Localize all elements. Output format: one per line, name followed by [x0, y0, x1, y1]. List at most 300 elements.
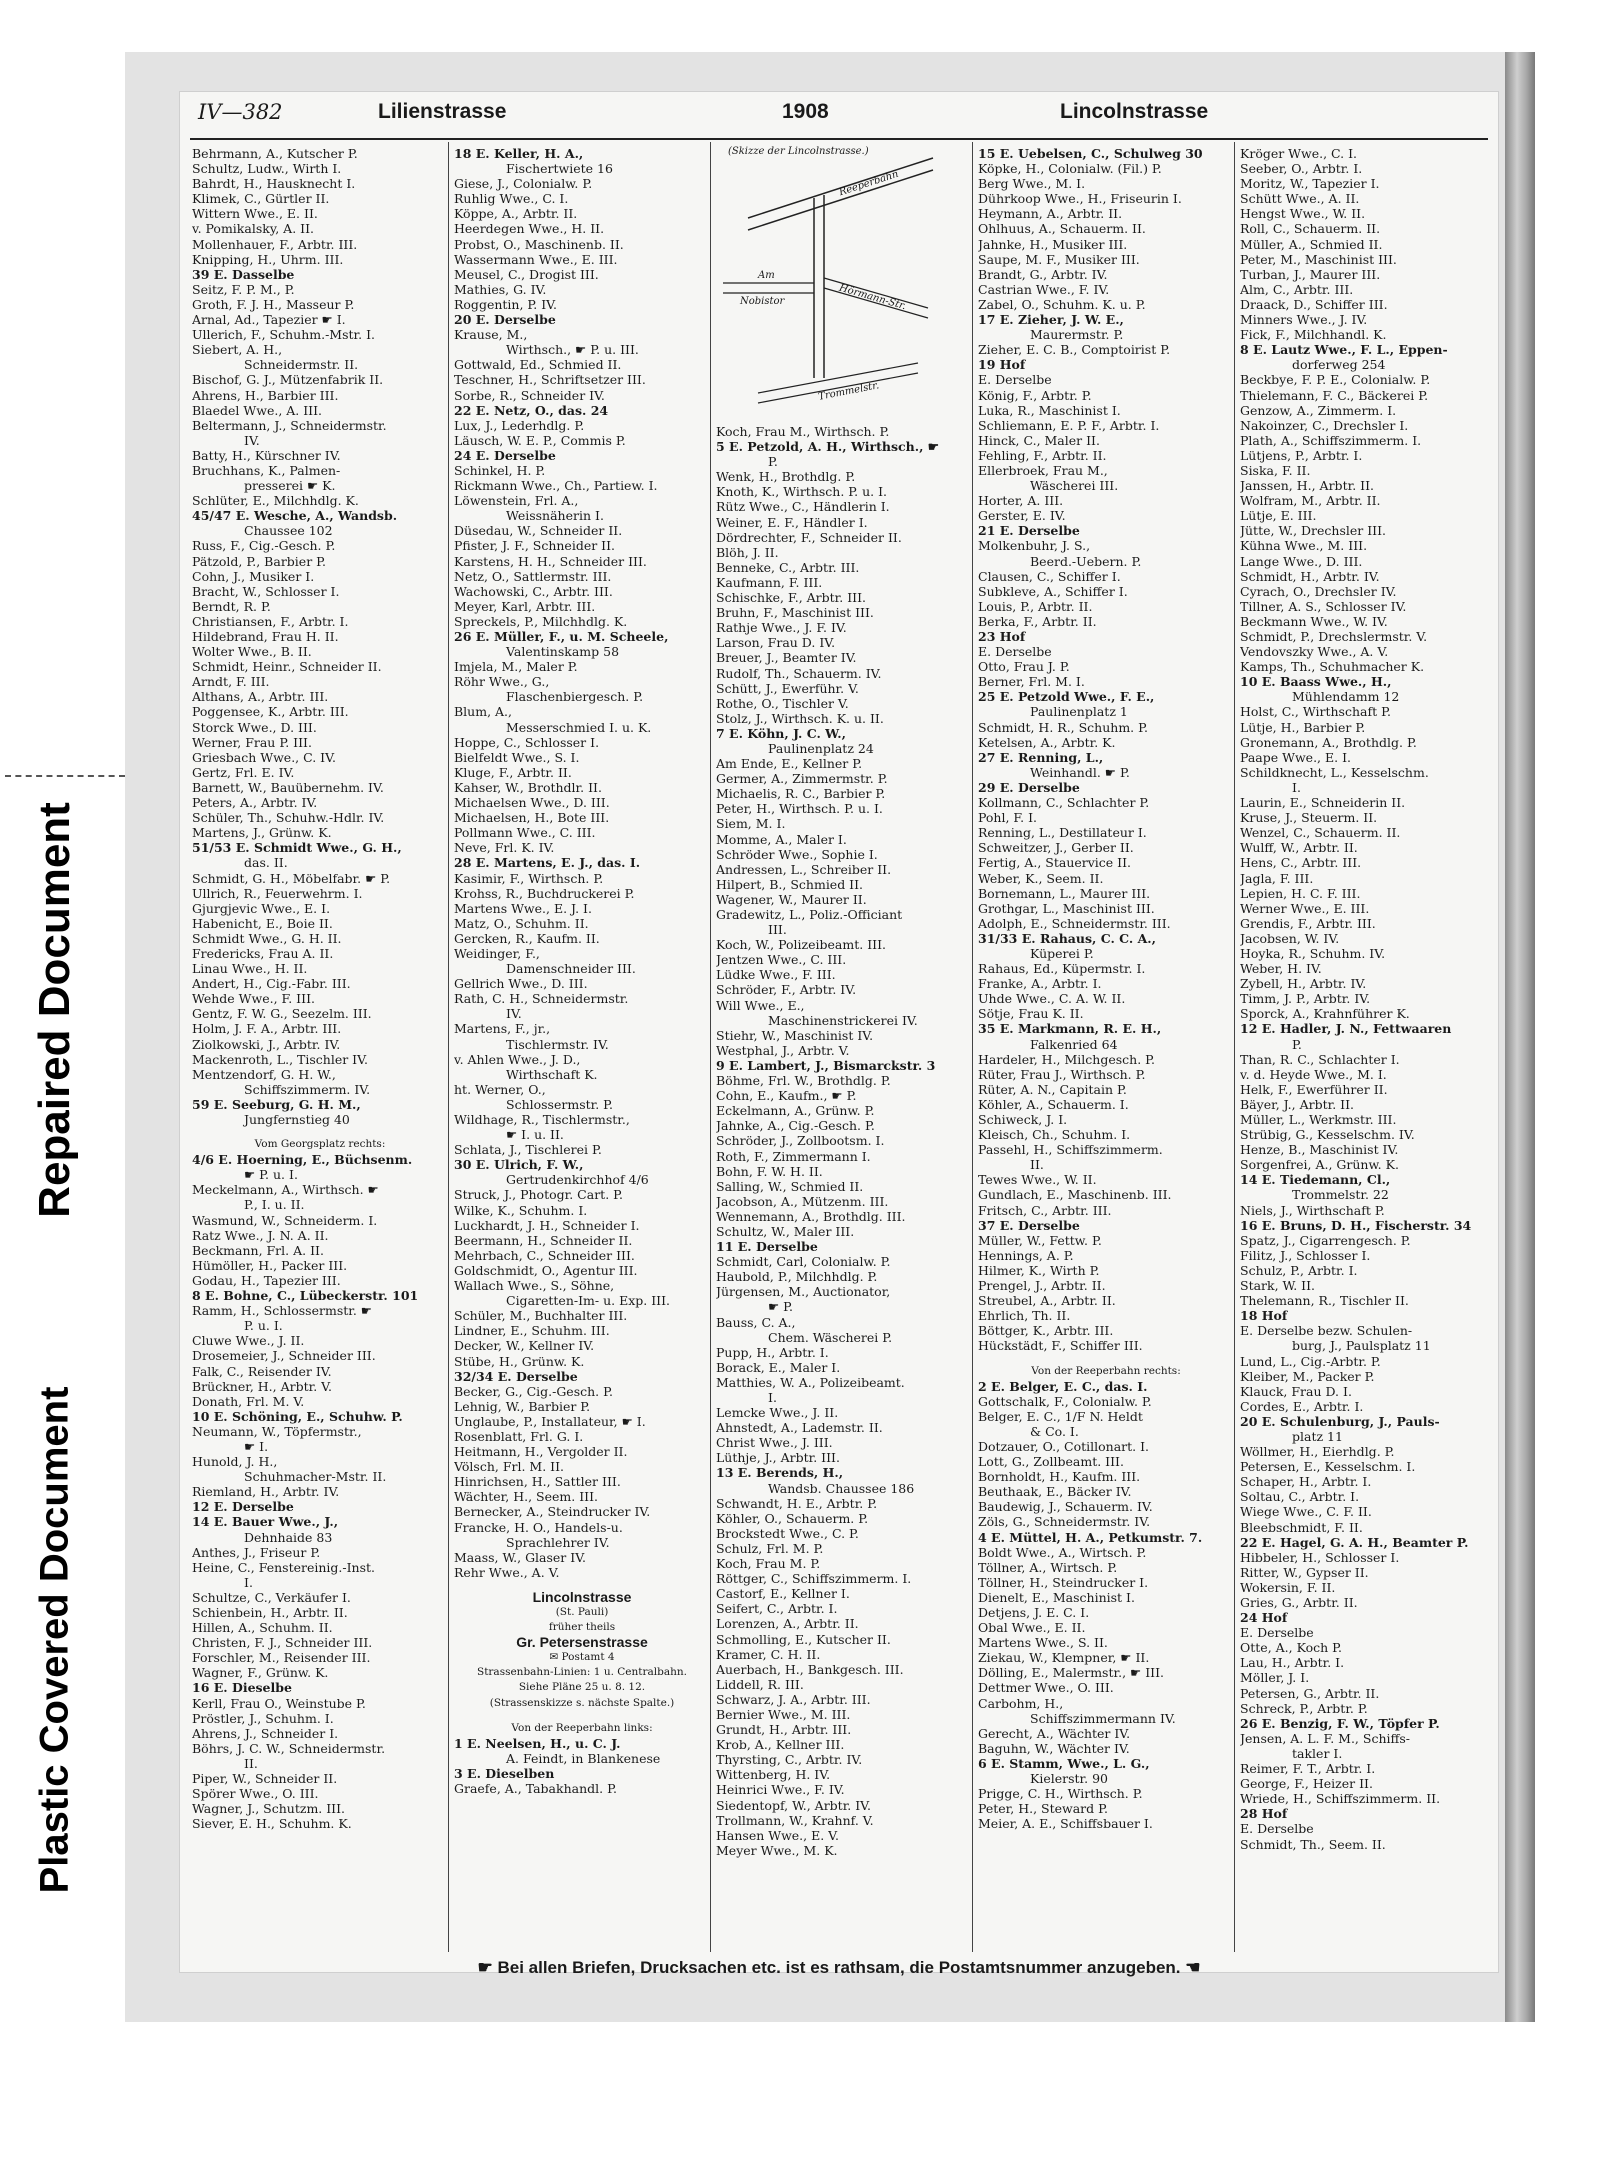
directory-entry: Valentinskamp 58 [506, 644, 620, 660]
directory-entry: Draack, D., Schiffer III. [1240, 296, 1388, 312]
directory-entry: Mathies, G. IV. [454, 281, 547, 297]
directory-entry: Brockstedt Wwe., C. P. [716, 1525, 859, 1541]
directory-entry: Struck, J., Photogr. Cart. P. [454, 1187, 623, 1203]
directory-entry: v. d. Heyde Wwe., M. I. [1240, 1066, 1387, 1082]
directory-entry: Blum, A., [454, 704, 513, 720]
directory-entry: Böhrs, J. C. W., Schneidermstr. [192, 1740, 386, 1756]
directory-entry: 2 E. Belger, E. C., das. I. [978, 1378, 1148, 1394]
directory-entry: Schmidt, P., Drechslermstr. V. [1240, 629, 1428, 644]
column-divider [448, 142, 449, 1952]
directory-entry: 17 E. Zieher, J. W. E., [978, 312, 1124, 328]
directory-entry: Jentzen Wwe., C. III. [716, 952, 847, 968]
directory-entry: Schultz, W., Maler III. [716, 1223, 855, 1239]
directory-entry: Hillen, A., Schuhm. II. [192, 1620, 333, 1636]
directory-entry: Köhler, O., Schauerm. P. [716, 1510, 869, 1526]
directory-entry: Strassenbahn-Linien: 1 u. Centralbahn. [477, 1666, 687, 1679]
directory-entry: Völsch, Frl. M. II. [454, 1459, 565, 1475]
directory-entry: Hennings, A. P. [978, 1247, 1074, 1263]
directory-entry: Rosenblatt, Frl. G. I. [454, 1428, 584, 1444]
directory-entry: Berner, Frl. M. I. [978, 674, 1085, 690]
directory-entry: P. u. I. [244, 1318, 283, 1334]
directory-entry: Jungfernstieg 40 [244, 1112, 350, 1127]
directory-entry: Matthies, W. A., Polizeibeamt. [716, 1374, 905, 1390]
directory-entry: Klimek, C., Gürtler II. [192, 191, 330, 207]
directory-entry: Bäyer, J., Arbtr. II. [1240, 1096, 1355, 1112]
directory-entry: Berg Wwe., M. I. [978, 176, 1086, 192]
directory-entry: 5 E. Petzold, A. H., Wirthsch., ☛ [716, 439, 939, 455]
directory-entry: Salling, W., Schmied II. [716, 1178, 864, 1194]
directory-entry: Koch, W., Polizeibeamt. III. [716, 937, 886, 953]
directory-entry: Obal Wwe., E. II. [978, 1620, 1086, 1636]
directory-entry: 11 E. Derselbe [716, 1239, 818, 1255]
map-caption: (Skizze der Lincolnstrasse.) [728, 146, 869, 157]
directory-entry: 4 E. Müttel, H. A., Petkumstr. 7. [978, 1529, 1203, 1545]
directory-entry: Wennemann, A., Brothdlg. III. [716, 1208, 906, 1224]
directory-entry: Jensen, A. L. F. M., Schiffs- [1240, 1730, 1411, 1746]
directory-entry: 14 E. Bauer Wwe., J., [192, 1514, 339, 1530]
directory-entry: 1 E. Neelsen, H., u. C. J. [454, 1735, 621, 1751]
directory-entry: Krob, A., Kellner III. [716, 1737, 845, 1753]
directory-entry: v. Pomikalsky, A. II. [192, 221, 314, 237]
directory-entry: Wassermann Wwe., E. III. [454, 251, 618, 267]
directory-entry: Bracht, W., Schlosser I. [192, 583, 340, 599]
directory-entry: Neumann, W., Töpfermstr., [192, 1423, 362, 1439]
directory-entry: Thielemann, F. C., Bäckerei P. [1240, 387, 1429, 403]
directory-entry: Michaelis, R. C., Barbier P. [716, 786, 886, 802]
directory-entry: Wenzel, C., Schauerm. II. [1240, 825, 1401, 841]
directory-entry: II. [244, 1755, 258, 1771]
directory-entry: Heymann, A., Arbtr. II. [978, 206, 1123, 222]
map-label-trommelstrasse: Trommelstr. [817, 380, 881, 403]
directory-entry: Goldschmidt, O., Agentur III. [454, 1262, 638, 1278]
directory-entry: Schwarz, J. A., Arbtr. III. [716, 1691, 871, 1707]
directory-entry: Stolz, J., Wirthsch. K. u. II. [716, 710, 884, 726]
directory-entry: Pupp, H., Arbtr. I. [716, 1344, 829, 1360]
directory-entry: Schröder Wwe., Sophie I. [716, 846, 878, 862]
directory-entry: Ketelsen, A., Arbtr. K. [978, 734, 1116, 750]
directory-entry: A. Feindt, in Blankenese [506, 1750, 661, 1766]
directory-entry: Bernier Wwe., M. III. [716, 1706, 851, 1722]
directory-entry: Meckelmann, A., Wirthsch. ☛ [192, 1182, 379, 1198]
directory-entry: Wandsb. Chaussee 186 [768, 1480, 915, 1496]
directory-entry: Kamps, Th., Schuhmacher K. [1240, 659, 1425, 675]
directory-entry: Kühna Wwe., M. III. [1240, 538, 1368, 554]
directory-entry: Am Ende, E., Kellner P. [716, 756, 863, 772]
directory-entry: Schaper, H., Arbtr. I. [1240, 1474, 1372, 1490]
directory-entry: Lindner, E., Schuhm. III. [454, 1323, 610, 1339]
directory-entry: Sporck, A., Krahnführer K. [1240, 1006, 1410, 1022]
directory-entry: Beltermann, J., Schneidermstr. [192, 417, 387, 433]
directory-entry: 16 E. Bruns, D. H., Fischerstr. 34 [1240, 1217, 1472, 1233]
directory-entry: Siever, E. H., Schuhm. K. [192, 1816, 352, 1832]
directory-entry: Fritsch, C., Arbtr. III. [978, 1202, 1112, 1218]
directory-entry: Schmidt, G. H., Möbelfabr. ☛ P. [192, 870, 391, 886]
spacer [454, 1580, 710, 1590]
directory-entry: Lemcke Wwe., J. II. [716, 1405, 839, 1421]
directory-entry: Ratz Wwe., J. N. A. II. [192, 1227, 329, 1243]
directory-entry: Chaussee 102 [244, 523, 333, 539]
directory-entry: I. [244, 1574, 253, 1590]
directory-entry: 18 Hof [1240, 1308, 1288, 1324]
directory-entry: Turban, J., Maurer III. [1240, 266, 1381, 282]
directory-entry: Weiner, E. F., Händler I. [716, 514, 868, 530]
directory-entry: dorferweg 254 [1292, 357, 1386, 373]
directory-entry: Dotzauer, O., Cotillonart. I. [978, 1438, 1150, 1454]
directory-entry: Meyer, Karl, Arbtr. III. [454, 598, 596, 614]
directory-entry: Wokersin, F. II. [1240, 1579, 1336, 1595]
directory-entry: Matz, O., Schuhm. II. [454, 915, 589, 931]
directory-entry: Momme, A., Maler I. [716, 831, 847, 847]
directory-entry: Passehl, H., Schiffszimmerm. [978, 1142, 1163, 1158]
directory-entry: ☛ I. [244, 1438, 269, 1454]
directory-entry: Gertz, Frl. E. IV. [192, 764, 295, 780]
directory-entry: Kröger Wwe., C. I. [1240, 146, 1358, 161]
directory-entry: Martens, F., jr., [454, 1021, 551, 1037]
directory-entry: Schlossermstr. P. [506, 1096, 614, 1112]
directory-entry: Berka, F., Arbtr. II. [978, 613, 1097, 629]
directory-entry: Ziolkowski, J., Arbtr. IV. [192, 1036, 341, 1052]
page-number: IV—382 [198, 100, 283, 124]
directory-entry: Stiehr, W., Maschinist IV. [716, 1027, 874, 1043]
directory-entry: Schüler, M., Buchhalter III. [454, 1308, 628, 1324]
directory-entry: Schuhmacher-Mstr. II. [244, 1469, 387, 1485]
directory-entry: Spörer Wwe., O. III. [192, 1786, 319, 1802]
directory-entry: Pfister, J. F., Schneider II. [454, 538, 616, 554]
map-label-hoermannstrasse: Hörmann-Str. [837, 282, 908, 313]
directory-entry: Dienelt, E., Maschinist I. [978, 1589, 1135, 1605]
directory-entry: Cohn, E., Kaufm., ☛ P. [716, 1088, 857, 1104]
directory-entry: v. Ahlen Wwe., J. D., [454, 1051, 581, 1067]
directory-entry: Damenschneider III. [506, 961, 636, 977]
directory-entry: Von der Reeperbahn links: [511, 1721, 653, 1734]
directory-entry: Blöh, J. II. [716, 544, 779, 560]
directory-entry: Hengst Wwe., W. II. [1240, 206, 1366, 222]
directory-entry: Maschinenstrickerei IV. [768, 1012, 918, 1028]
directory-entry: Genzow, A., Zimmerm. I. [1240, 402, 1397, 418]
directory-entry: 7 E. Köhn, J. C. W., [716, 725, 846, 741]
directory-entry: Martens Wwe., E. J. I. [454, 900, 592, 916]
directory-entry: Schröder, F., Arbtr. IV. [716, 982, 857, 998]
directory-entry: Lütje, H., Barbier P. [1240, 719, 1366, 735]
directory-entry: E. Derselbe [978, 372, 1052, 388]
directory-entry: Hilmer, K., Wirth P. [978, 1262, 1100, 1278]
directory-entry: Bornemann, L., Maurer III. [978, 885, 1151, 901]
directory-entry: Boldt Wwe., A., Wirtsch. P. [978, 1544, 1147, 1560]
directory-entry: Krause, M., [454, 327, 528, 343]
directory-entry: I. [768, 1390, 777, 1405]
directory-entry: Schmidt, H., Arbtr. IV. [1240, 568, 1380, 584]
directory-entry: Weinhandl. ☛ P. [1030, 764, 1130, 780]
directory-entry: Cohn, J., Musiker I. [192, 568, 315, 584]
directory-entry: Wöllmer, H., Eierhdlg. P. [1240, 1444, 1395, 1460]
directory-entry: 9 E. Lambert, J., Bismarckstr. 3 [716, 1057, 936, 1073]
directory-entry: Maass, W., Glaser IV. [454, 1549, 587, 1565]
directory-entry: Schreck, P., Arbtr. P. [1240, 1700, 1368, 1716]
directory-entry: 26 E. Müller, F., u. M. Scheele, [454, 629, 669, 644]
directory-entry: Moritz, W., Tapezier I. [1240, 176, 1380, 192]
directory-entry: P. [768, 454, 778, 470]
directory-entry: Zybell, H., Arbtr. IV. [1240, 976, 1367, 992]
directory-entry: Fischertwiete 16 [506, 161, 613, 177]
directory-entry: Rathje Wwe., J. F. IV. [716, 620, 847, 636]
directory-entry: Gries, G., Arbtr. II. [1240, 1595, 1358, 1610]
directory-entry: Siebert, A. H., [192, 342, 283, 358]
directory-entry: Röhr Wwe., G., [454, 674, 550, 690]
directory-entry: Rüter, A. N., Capitain P. [978, 1081, 1127, 1097]
directory-entry: Mühlendamm 12 [1292, 689, 1400, 705]
directory-entry: Imjela, M., Maler P. [454, 659, 578, 675]
directory-entry: Kleiber, M., Packer P. [1240, 1368, 1375, 1384]
directory-entry: Schienbein, H., Arbtr. II. [192, 1605, 348, 1620]
directory-entry: Paulinenplatz 24 [768, 740, 874, 756]
directory-entry: Cordes, E., Arbtr. I. [1240, 1398, 1364, 1414]
directory-entry: Beermann, H., Schneider II. [454, 1232, 633, 1248]
directory-entry: Bernecker, A., Steindrucker IV. [454, 1504, 651, 1520]
directory-column-3 [716, 146, 972, 1858]
directory-entry: II. [1030, 1157, 1044, 1173]
directory-entry: Rehr Wwe., A. V. [454, 1564, 560, 1580]
directory-entry: Thyrsting, C., Arbtr. IV. [716, 1752, 863, 1768]
directory-entry: George, F., Heizer II. [1240, 1776, 1373, 1792]
directory-entry: Saupe, M. F., Musiker III. [978, 251, 1140, 267]
directory-entry: Molkenbuhr, J. S., [978, 538, 1091, 554]
directory-entry: Gronemann, A., Brothdlg. P. [1240, 734, 1417, 750]
directory-entry: Schmidt, H. R., Schuhm. P. [978, 719, 1148, 735]
directory-entry: Kerll, Frau O., Weinstube P. [192, 1695, 366, 1711]
directory-entry: Wallach Wwe., S., Söhne, [454, 1278, 615, 1294]
directory-entry: III. [768, 922, 787, 938]
directory-entry: Falk, C., Reisender IV. [192, 1363, 332, 1379]
directory-entry: Subkleve, A., Schiffer I. [978, 583, 1128, 599]
directory-entry: 24 Hof [1240, 1610, 1288, 1626]
directory-entry: Donath, Frl. M. V. [192, 1393, 305, 1409]
directory-entry: Cluwe Wwe., J. II. [192, 1333, 305, 1349]
reeperbahn-street-edge [748, 170, 933, 230]
directory-entry: Tewes Wwe., W. II. [978, 1172, 1097, 1188]
directory-entry: Plath, A., Schiffszimmerm. I. [1240, 432, 1422, 448]
directory-entry: Hümöller, H., Packer III. [192, 1257, 348, 1273]
directory-entry: Lepien, H. C. F. III. [1240, 885, 1361, 901]
directory-entry: Rahaus, Ed., Küpermstr. I. [978, 961, 1146, 977]
directory-entry: Renning, L., Destillateur I. [978, 825, 1147, 841]
directory-entry: Grendis, F., Arbtr. III. [1240, 915, 1376, 931]
directory-entry: Schneidermstr. II. [244, 357, 359, 373]
directory-entry: Meyer Wwe., M. K. [716, 1842, 838, 1858]
directory-entry: Laurin, E., Schneiderin II. [1240, 795, 1406, 811]
margin-labels [0, 0, 110, 2177]
directory-entry: Kahser, W., Brothdlr. II. [454, 779, 602, 795]
directory-entry: 10 E. Schöning, E., Schuhw. P. [192, 1408, 403, 1424]
directory-entry: Castrian Wwe., F. IV. [978, 281, 1110, 297]
directory-entry: Grothgar, L., Maschinist III. [978, 900, 1155, 916]
directory-entry: Jacobsen, W. IV. [1240, 930, 1340, 946]
directory-entry: Christiansen, F., Arbtr. I. [192, 613, 349, 629]
directory-entry: Böttger, K., Arbtr. III. [978, 1323, 1114, 1339]
directory-entry: Ritter, W., Gypser II. [1240, 1564, 1369, 1580]
directory-entry: Michaelsen Wwe., D. III. [454, 795, 610, 811]
directory-entry: Hardeler, H., Milchgesch. P. [978, 1051, 1156, 1067]
directory-entry: Janssen, H., Arbtr. II. [1240, 478, 1374, 494]
directory-entry: Jürgensen, M., Auctionator, [716, 1284, 891, 1300]
directory-entry: 35 E. Markmann, R. E. H., [978, 1021, 1162, 1037]
directory-entry: 22 E. Hagel, G. A. H., Beamter P. [1240, 1534, 1469, 1550]
directory-entry: Hildebrand, Frau H. II. [192, 629, 339, 644]
directory-entry: 18 E. Keller, H. A., [454, 146, 584, 161]
directory-entry: 20 E. Derselbe [454, 312, 556, 328]
directory-entry: Schultze, C., Verkäufer I. [192, 1589, 351, 1605]
directory-entry: Böhme, Frl. W., Brothdlg. P. [716, 1073, 891, 1089]
directory-entry: Schmidt Wwe., G. H. II. [192, 930, 342, 946]
directory-entry: Breuer, J., Beamter IV. [716, 650, 857, 666]
directory-entry: Wäscherei III. [1030, 478, 1119, 494]
directory-entry: Dührkoop Wwe., H., Friseurin I. [978, 191, 1182, 207]
column-divider [710, 142, 711, 1952]
directory-entry: Siem, M. I. [716, 816, 786, 832]
directory-entry: Batty, H., Kürschner IV. [192, 447, 341, 463]
directory-entry: Unglaube, P., Installateur, ☛ I. [454, 1413, 646, 1429]
directory-entry: Paape Wwe., E. I. [1240, 749, 1351, 765]
directory-entry: Schütt, J., Ewerführ. V. [716, 680, 859, 696]
directory-entry: Borack, E., Maler I. [716, 1359, 841, 1375]
directory-entry: Probst, O., Maschinenb. II. [454, 236, 624, 252]
directory-entry: Kasimir, F., Wirthsch. P. [454, 870, 604, 886]
directory-entry: Köppe, A., Arbtr. II. [454, 206, 578, 222]
directory-entry: Ramm, H., Schlossermstr. ☛ [192, 1303, 373, 1319]
directory-entry: Wittenberg, H. IV. [716, 1767, 831, 1783]
directory-entry: Koch, Frau M. P. [716, 1556, 821, 1572]
directory-entry: Fredericks, Frau A. II. [192, 945, 334, 961]
directory-entry: Riemland, H., Arbtr. IV. [192, 1484, 340, 1500]
directory-entry: Russ, F., Cig.-Gesch. P. [192, 538, 336, 554]
directory-entry: Zieher, E. C. B., Comptoirist P. [978, 342, 1171, 358]
directory-entry: Falkenried 64 [1030, 1036, 1118, 1052]
directory-entry: Weber, H. IV. [1240, 961, 1322, 977]
directory-entry: 19 Hof [978, 357, 1026, 373]
directory-entry: Pätzold, P., Barbier P. [192, 553, 326, 569]
directory-entry: Ahnstedt, A., Lademstr. II. [716, 1420, 883, 1436]
directory-entry: Läusch, W. E. P., Commis P. [454, 432, 626, 448]
directory-entry: Stark, W. II. [1240, 1278, 1315, 1294]
directory-entry: Mollenhauer, F., Arbtr. III. [192, 236, 358, 252]
directory-entry: Carbohm, H., [978, 1695, 1064, 1711]
directory-entry: Haubold, P., Milchhdlg. P. [716, 1269, 878, 1285]
directory-entry: Seifert, C., Arbtr. I. [716, 1601, 838, 1617]
directory-entry: Henze, B., Maschinist IV. [1240, 1142, 1399, 1158]
directory-entry: Maurermstr. P. [1030, 327, 1124, 343]
directory-entry: Hilpert, B., Schmied II. [716, 876, 864, 892]
directory-entry: 15 E. Uebelsen, C., Schulweg 30 [978, 146, 1203, 161]
directory-entry: Lehnig, W., Barbier P. [454, 1398, 591, 1414]
directory-entry: 37 E. Derselbe [978, 1217, 1080, 1233]
directory-entry: 8 E. Lautz Wwe., F. L., Eppen- [1240, 342, 1448, 358]
directory-entry: Weber, K., Seem. II. [978, 870, 1104, 886]
directory-column-2 [454, 146, 710, 1796]
directory-entry: Storck Wwe., D. III. [192, 719, 317, 735]
directory-entry: Ehrlich, Th. II. [978, 1308, 1071, 1324]
directory-entry: Wagner, J., Schutzm. III. [192, 1801, 346, 1817]
directory-entry: Andert, H., Cig.-Fabr. III. [192, 976, 351, 992]
directory-entry: 45/47 E. Wesche, A., Wandsb. [192, 508, 398, 524]
directory-entry: Bohn, F. W. H. II. [716, 1163, 823, 1179]
directory-entry: Brückner, H., Arbtr. V. [192, 1378, 332, 1394]
directory-entry: Dördrechter, F., Schneider II. [716, 529, 902, 545]
directory-entry: Ahrens, H., Barbier III. [192, 387, 339, 403]
directory-entry: Beuthaak, E., Bäcker IV. [978, 1484, 1132, 1500]
directory-entry: Christ Wwe., J. III. [716, 1435, 833, 1451]
directory-entry: Streubel, A., Arbtr. II. [978, 1293, 1116, 1309]
directory-entry: Kollmann, C., Schlachter P. [978, 795, 1150, 811]
directory-entry: Beckmann, Frl. A. II. [192, 1242, 324, 1258]
directory-entry: Fehling, F., Arbtr. II. [978, 447, 1107, 463]
directory-entry: Wirthschaft K. [506, 1066, 598, 1082]
directory-entry: Anthes, J., Friseur P. [192, 1544, 321, 1560]
directory-entry: Roggentin, P. IV. [454, 296, 557, 312]
directory-entry: Ohlhuus, A., Schauerm. II. [978, 221, 1146, 237]
directory-entry: Peter, H., Wirthsch. P. u. I. [716, 801, 883, 817]
directory-entry: Weidinger, F., [454, 945, 540, 961]
directory-page [180, 92, 1498, 1977]
directory-entry: Werner, Frau P. III. [192, 734, 312, 750]
directory-entry: Rüter, Frau J., Wirthsch. P. [978, 1066, 1146, 1082]
directory-entry: Alm, C., Arbtr. III. [1240, 281, 1354, 297]
directory-entry: Kramer, C. H. II. [716, 1646, 821, 1662]
directory-entry: Andressen, L., Schreiber II. [716, 861, 892, 877]
cut-line [5, 775, 125, 777]
directory-entry: Pohl, F. I. [978, 810, 1038, 826]
directory-entry: Luckhardt, J. H., Schneider I. [454, 1217, 640, 1233]
directory-entry: Seitz, F. P. M., P. [192, 281, 295, 297]
directory-entry: Sorbe, R., Schneider IV. [454, 387, 605, 403]
directory-entry: Schliemann, E. P. F., Arbtr. I. [978, 417, 1160, 433]
directory-entry: Bruhn, F., Maschinist III. [716, 605, 874, 621]
directory-entry: Tillner, A. S., Schlosser IV. [1240, 598, 1407, 614]
directory-entry: Schulz, P., Arbtr. I. [1240, 1262, 1358, 1278]
directory-entry: Will Wwe., E., [716, 997, 805, 1013]
directory-entry: Than, R. C., Schlachter I. [1240, 1051, 1400, 1067]
directory-entry: ☛ P. u. I. [244, 1167, 298, 1183]
directory-entry: Peter, H., Steward P. [978, 1801, 1108, 1817]
directory-entry: Kleisch, Ch., Schuhm. I. [978, 1127, 1131, 1143]
directory-entry: Seeber, O., Arbtr. I. [1240, 161, 1363, 177]
directory-entry: Arndt, F. III. [192, 674, 270, 690]
directory-entry: Liddell, R. III. [716, 1676, 804, 1692]
directory-entry: Koch, Frau M., Wirthsch. P. [716, 424, 890, 439]
directory-entry: Beckbye, F. P. E., Colonialw. P. [1240, 372, 1431, 388]
directory-entry: Auerbach, H., Bankgesch. III. [716, 1661, 904, 1677]
directory-entry: Fick, F., Milchhandl. K. [1240, 327, 1387, 343]
directory-entry: Grundt, H., Arbtr. III. [716, 1722, 852, 1738]
directory-entry: Gjurgjevic Wwe., E. I. [192, 900, 331, 916]
directory-entry: Germer, A., Zimmermstr. P. [716, 771, 888, 787]
directory-entry: Schiweck, J. I. [978, 1112, 1068, 1127]
directory-entry: Filitz, J., Schlosser I. [1240, 1247, 1371, 1263]
directory-entry: 30 E. Ulrich, F. W., [454, 1157, 584, 1173]
directory-entry: Teschner, H., Schriftsetzer III. [454, 372, 646, 388]
directory-entry: Schulz, Frl. M. P. [716, 1540, 824, 1556]
directory-entry: Rothe, O., Tischler V. [716, 695, 849, 711]
directory-entry: Minners Wwe., J. IV. [1240, 312, 1368, 328]
directory-entry: Wiege Wwe., C. F. II. [1240, 1504, 1372, 1520]
directory-entry: 12 E. Hadler, J. N., Fettwaaren [1240, 1021, 1452, 1037]
directory-entry: Niels, J., Wirthschaft P. [1240, 1202, 1385, 1218]
directory-entry: Dehnhaide 83 [244, 1529, 333, 1545]
directory-entry: Ellerbroek, Frau M., [978, 462, 1108, 478]
directory-entry: Godau, H., Tapezier III. [192, 1272, 341, 1288]
directory-entry: Kluge, F., Arbtr. II. [454, 764, 572, 780]
directory-entry: Schütt Wwe., A. II. [1240, 191, 1360, 207]
directory-entry: Strübig, G., Kesselschm. IV. [1240, 1127, 1415, 1143]
directory-entry: Lorenzen, A., Arbtr. II. [716, 1616, 859, 1632]
